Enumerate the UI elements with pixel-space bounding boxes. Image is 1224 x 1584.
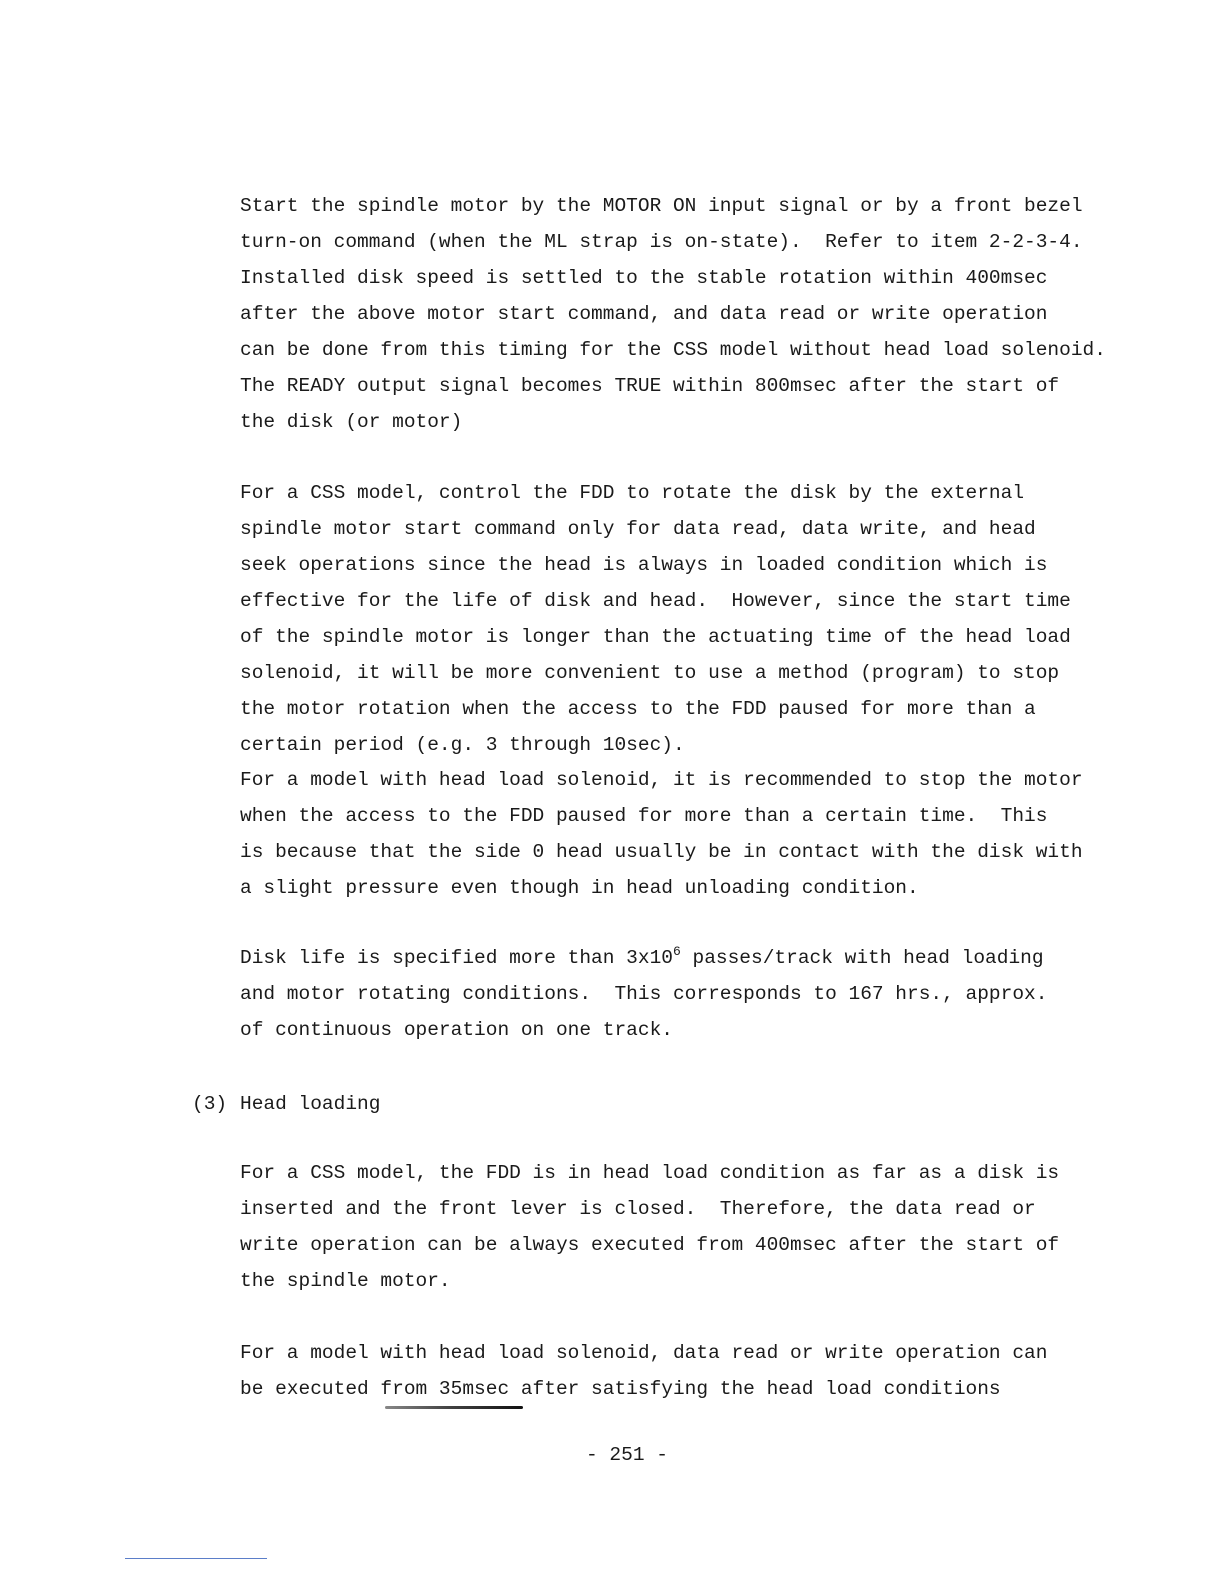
text-line: write operation can be always executed from 400msec after the start of <box>240 1234 1060 1256</box>
text-line: inserted and the front lever is closed. Therefore, the data read or <box>240 1198 1036 1220</box>
text-line: For a CSS model, the FDD is in head load condition as far as a disk is <box>240 1162 1060 1184</box>
text-line: Start the spindle motor by the MOTOR ON input signal or by a front bezel <box>240 195 1083 217</box>
text-line: after the above motor start command, and data read or write operation <box>240 303 1048 325</box>
text-line: is because that the side 0 head usually be in contact with the disk with <box>240 841 1083 863</box>
footnote-rule <box>125 1558 267 1559</box>
text-line: and motor rotating conditions. This corresponds to 167 hrs., approx. <box>240 983 1048 1005</box>
text-line: seek operations since the head is always in loaded condition which is <box>240 554 1048 576</box>
paragraph-solenoid-head-load <box>240 1335 1047 1407</box>
paragraph-head-load-solenoid <box>240 762 1083 906</box>
text-line: For a model with head load solenoid, it is recommended to stop the motor <box>240 769 1083 791</box>
pen-underline-mark <box>385 1406 523 1409</box>
superscript: 6 <box>672 944 681 959</box>
text-line: For a CSS model, control the FDD to rotate the disk by the external <box>240 482 1025 504</box>
section-title: Head loading <box>240 1093 381 1115</box>
paragraph-css-head-load <box>240 1155 1059 1299</box>
text-line: spindle motor start command only for data read, data write, and head <box>240 518 1036 540</box>
text-line: the disk (or motor) <box>240 411 463 433</box>
paragraph-motor-start <box>240 188 1106 440</box>
paragraph-disk-life <box>240 940 1047 1048</box>
text-line: a slight pressure even though in head unloading condition. <box>240 877 919 899</box>
text-line: solenoid, it will be more convenient to use a method (program) to stop <box>240 662 1060 684</box>
section-number: (3) <box>192 1093 228 1115</box>
paragraph-css-model-control <box>240 475 1071 763</box>
page-number: - 251 - <box>586 1444 668 1466</box>
text-line: of the spindle motor is longer than the actuating time of the head load <box>240 626 1071 648</box>
text-line: can be done from this timing for the CSS model without head load solenoid. <box>240 339 1106 361</box>
section-heading <box>192 1086 380 1122</box>
text-fragment: Disk life is specified more than 3x10 <box>240 947 673 969</box>
text-fragment: passes/track with head loading <box>680 947 1044 969</box>
text-line: the motor rotation when the access to the FDD paused for more than a <box>240 698 1036 720</box>
text-line: the spindle motor. <box>240 1270 451 1292</box>
text-line: turn-on command (when the ML strap is on-state). Refer to item 2-2-3-4. <box>240 231 1083 253</box>
text-line <box>240 940 1047 976</box>
text-line: effective for the life of disk and head. However, since the start time <box>240 590 1071 612</box>
text-line: certain period (e.g. 3 through 10sec). <box>240 734 685 756</box>
text-line: when the access to the FDD paused for more than a certain time. This <box>240 805 1048 827</box>
text-line: of continuous operation on one track. <box>240 1019 673 1041</box>
text-line: The READY output signal becomes TRUE within 800msec after the start of <box>240 375 1060 397</box>
text-line: Installed disk speed is settled to the stable rotation within 400msec <box>240 267 1048 289</box>
text-line: For a model with head load solenoid, data read or write operation can <box>240 1342 1048 1364</box>
text-line: be executed from 35msec after satisfying the head load conditions <box>240 1378 1001 1400</box>
